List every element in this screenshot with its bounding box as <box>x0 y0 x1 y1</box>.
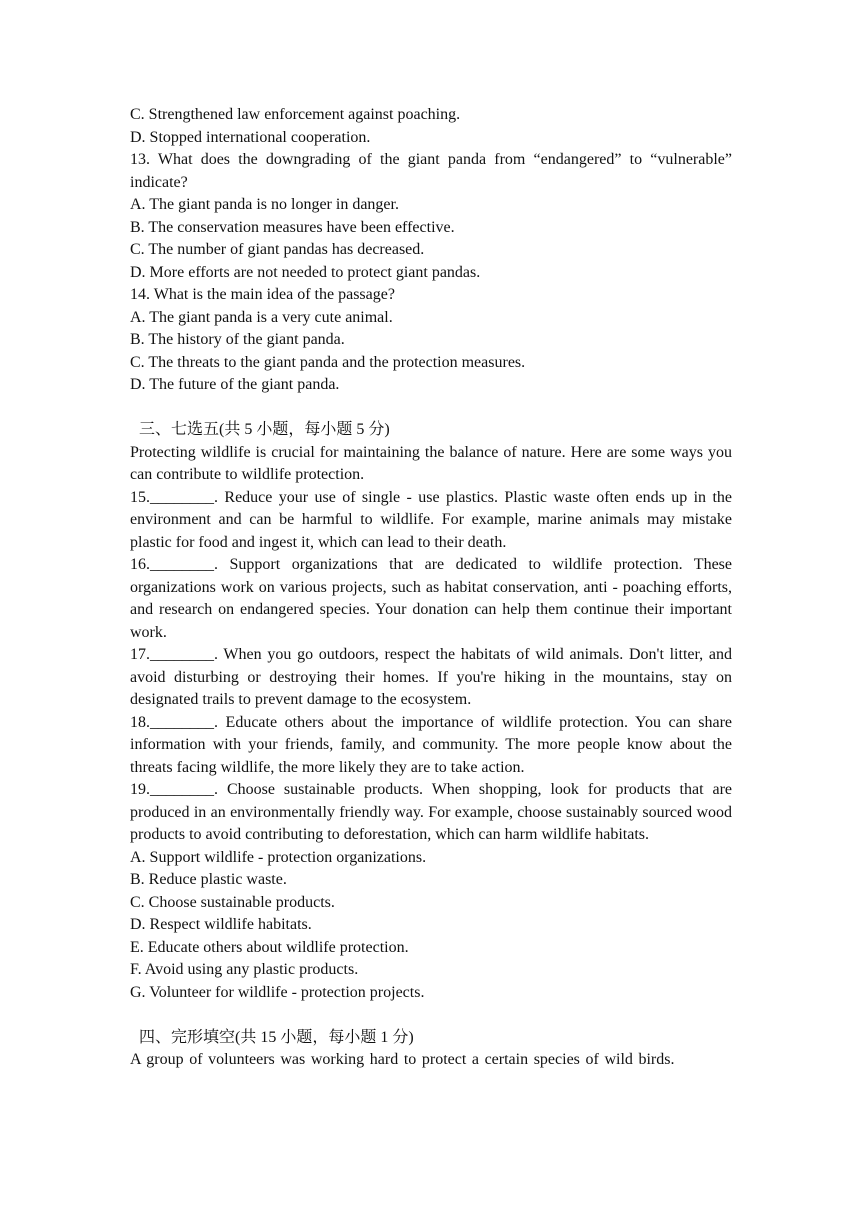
q13-option-a: A. The giant panda is no longer in danger. <box>130 196 399 213</box>
choice-option-b: B. Reduce plastic waste. <box>130 871 287 888</box>
q14-option-d: D. The future of the giant panda. <box>130 376 340 393</box>
blank-paragraph-16: 16.________. Support organizations that are dedicated to wildlife protection. These organizations work on various projects, such as habitat conservation, anti - poaching efforts, and research on endangered species. Your donation can help them continue their important work. <box>130 556 732 641</box>
q14-question: 14. What is the main idea of the passage? <box>130 286 395 303</box>
blank-paragraph-17: 17.________. When you go outdoors, respect the habitats of wild animals. Don't litter, and avoid disturbing or destroying their homes. If you're hiking in the mountains, stay on designated trails to prevent damage to the ecosystem. <box>130 646 732 708</box>
document-page <box>130 104 732 1072</box>
choice-option-d: D. Respect wildlife habitats. <box>130 916 312 933</box>
blank-paragraph-19: 19.________. Choose sustainable products. When shopping, look for products that are produced in an environmentally friendly way. For example, choose sustainably sourced wood products to avoid contributing to deforestation, which can harm wildlife habitats. <box>130 781 732 843</box>
q12-option-d: D. Stopped international cooperation. <box>130 128 371 146</box>
blank-paragraph-15: 15.________. Reduce your use of single - use plastics. Plastic waste often ends up in the environment and can be harmful to wildlife. For example, marine animals may mistake plastic for food and ingest it, which can lead to their death. <box>130 488 732 551</box>
section3-intro: Protecting wildlife is crucial for maintaining the balance of nature. Here are some ways you can contribute to wildlife protection. <box>130 443 732 483</box>
choice-option-g: G. Volunteer for wildlife - protection projects. <box>130 983 425 1001</box>
section4-intro: A group of volunteers was working hard to protect a certain species of wild birds. <box>130 1051 675 1068</box>
choice-option-e: E. Educate others about wildlife protection. <box>130 938 409 956</box>
choice-option-f: F. Avoid using any plastic products. <box>130 961 359 978</box>
q13-question: 13. What does the downgrading of the giant panda from “endangered” to “vulnerable” indicate? <box>130 151 732 191</box>
blank-paragraph-18: 18.________. Educate others about the importance of wildlife protection. You can share information with your friends, family, and community. The more people know about the threats facing wildlife, the more likely they are to take action. <box>130 713 732 776</box>
q14-option-b: B. The history of the giant panda. <box>130 331 345 348</box>
q14-option-c: C. The threats to the giant panda and the protection measures. <box>130 353 526 371</box>
section4-heading: 四、完形填空(共 15 小题，每小题 1 分) <box>139 1028 414 1046</box>
section3-heading: 三、七选五(共 5 小题，每小题 5 分) <box>139 421 390 438</box>
q12-option-c: C. Strengthened law enforcement against poaching. <box>130 106 461 123</box>
choice-option-c: C. Choose sustainable products. <box>130 893 335 911</box>
q14-option-a: A. The giant panda is a very cute animal. <box>130 308 393 326</box>
spacer <box>130 1004 732 1027</box>
choice-option-a: A. Support wildlife - protection organizations. <box>130 848 427 866</box>
q13-option-b: B. The conservation measures have been effective. <box>130 218 455 236</box>
spacer <box>130 397 732 420</box>
q13-option-d: D. More efforts are not needed to protect giant pandas. <box>130 263 481 281</box>
q13-option-c: C. The number of giant pandas has decreased. <box>130 241 425 258</box>
